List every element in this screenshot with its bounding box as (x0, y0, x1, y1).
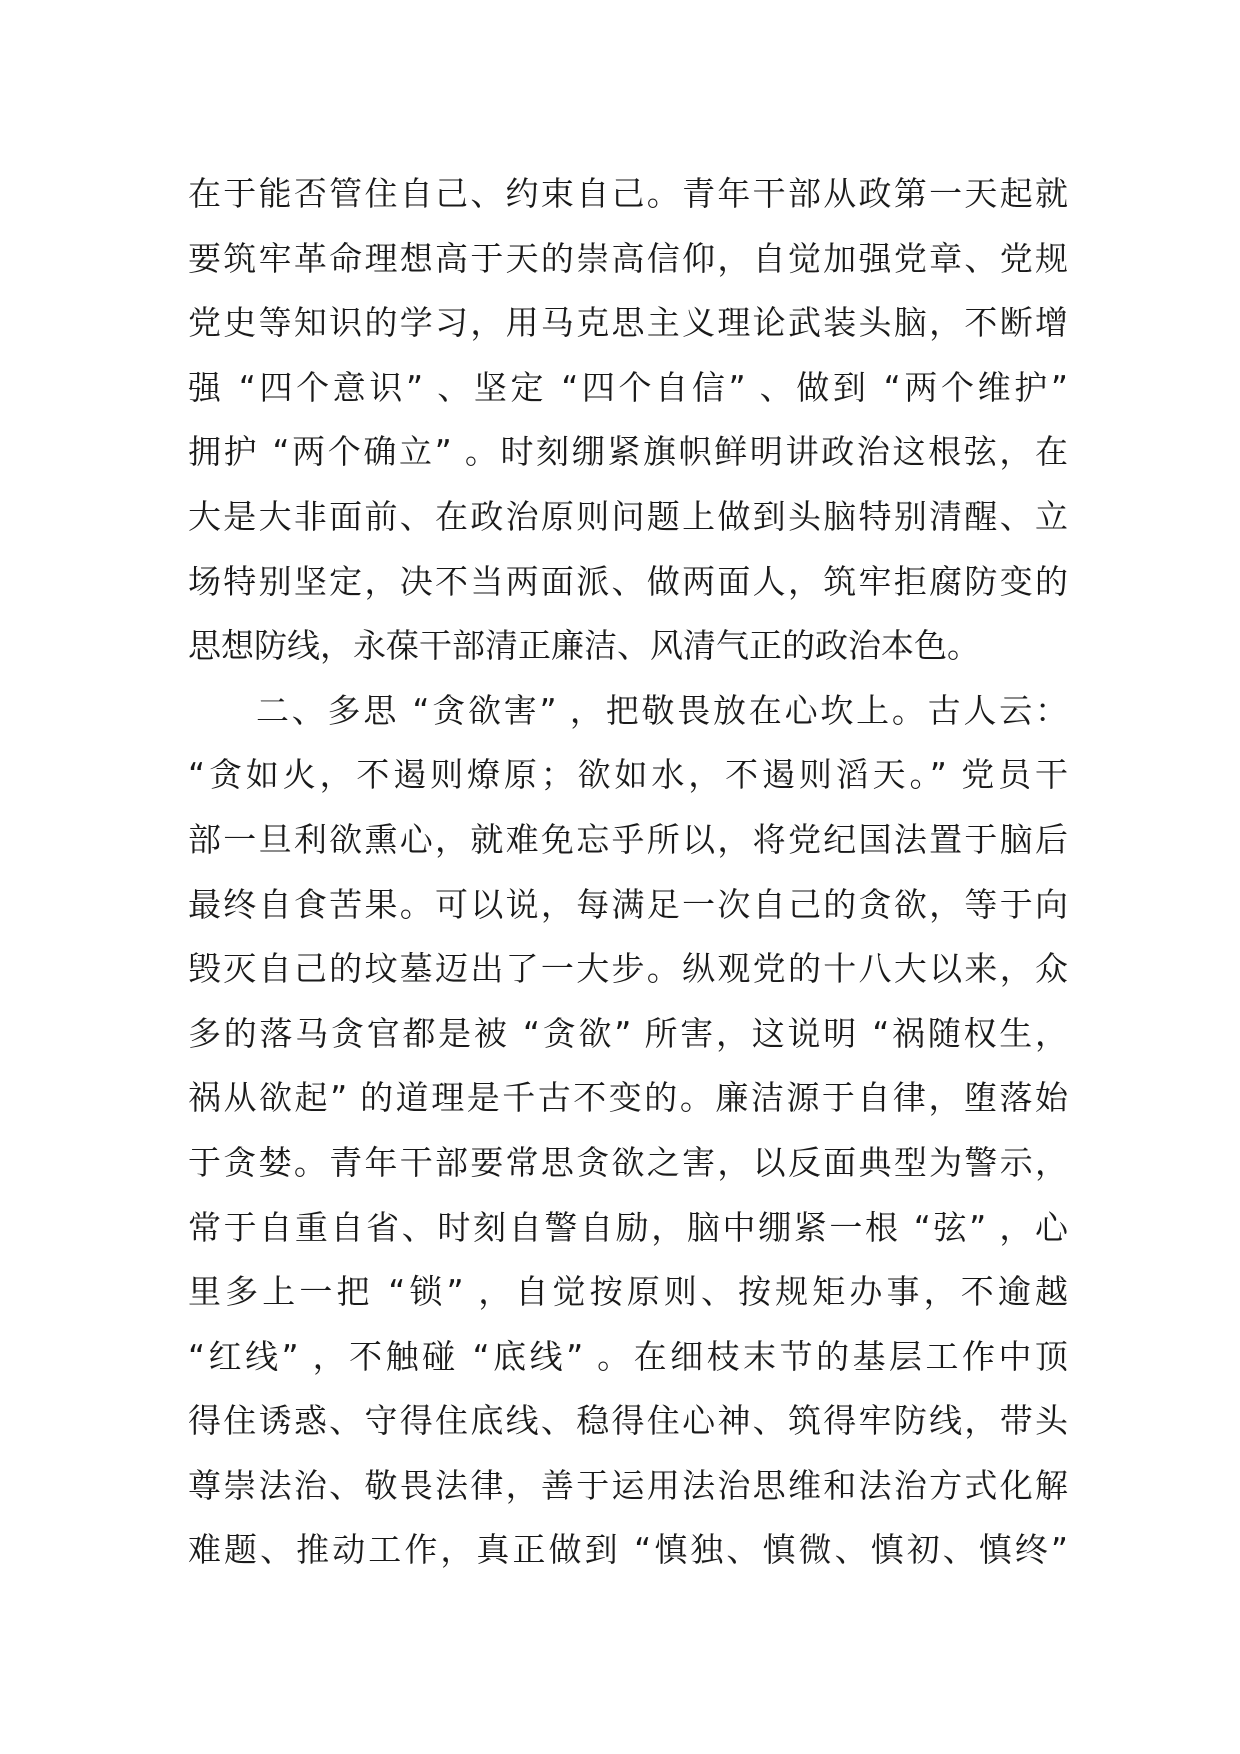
section-heading-line: 二、多思 “贪欲害” ，把敬畏放在心坎上。古人云： (256, 690, 1068, 730)
text-line: 毁灭自己的坟墓迈出了一大步。纵观党的十八大以来，众 (188, 949, 1068, 989)
text-line: 大是大非面前、在政治原则问题上做到头脑特别清醒、立 (188, 496, 1068, 536)
text-line: 强 “四个意识” 、坚定 “四个自信” 、做到 “两个维护” (188, 367, 1068, 407)
text-line: 得住诱惑、守得住底线、稳得住心神、筑得牢防线，带头 (188, 1401, 1068, 1441)
text-line: 在于能否管住自己、约束自己。青年干部从政第一天起就 (188, 174, 1068, 213)
text-line: 思想防线，永葆干部清正廉洁、风清气正的政治本色。 (188, 626, 980, 666)
text-line: 于贪婪。青年干部要常思贪欲之害，以反面典型为警示， (188, 1142, 1068, 1182)
text-line: 难题、推动工作，真正做到 “慎独、慎微、慎初、慎终” (188, 1530, 1068, 1570)
text-line: “红线” ，不触碰 “底线” 。在细枝末节的基层工作中顶 (188, 1336, 1068, 1376)
text-line: 最终自食苦果。可以说，每满足一次自己的贪欲，等于向 (188, 884, 1068, 924)
text-line: 要筑牢革命理想高于天的崇高信仰，自觉加强党章、党规 (188, 238, 1068, 278)
text-line: 场特别坚定，决不当两面派、做两面人，筑牢拒腐防变的 (188, 561, 1068, 601)
text-line: “贪如火，不遏则燎原；欲如水，不遏则滔天。” 党员干 (188, 755, 1068, 795)
text-line: 部一旦利欲熏心，就难免忘乎所以，将党纪国法置于脑后 (188, 819, 1068, 859)
text-line: 拥护 “两个确立” 。时刻绷紧旗帜鲜明讲政治这根弦，在 (188, 432, 1068, 472)
text-line: 常于自重自省、时刻自警自励，脑中绷紧一根 “弦” ，心 (188, 1207, 1068, 1247)
text-line: 祸从欲起” 的道理是千古不变的。廉洁源于自律，堕落始 (188, 1078, 1068, 1118)
text-line: 多的落马贪官都是被 “贪欲” 所害，这说明 “祸随权生， (188, 1013, 1068, 1053)
text-line: 里多上一把 “锁” ，自觉按原则、按规矩办事，不逾越 (188, 1272, 1068, 1312)
text-line: 尊崇法治、敬畏法律，善于运用法治思维和法治方式化解 (188, 1465, 1068, 1505)
text-line: 党史等知识的学习，用马克思主义理论武装头脑，不断增 (188, 303, 1068, 343)
body-text (188, 162, 1068, 1583)
